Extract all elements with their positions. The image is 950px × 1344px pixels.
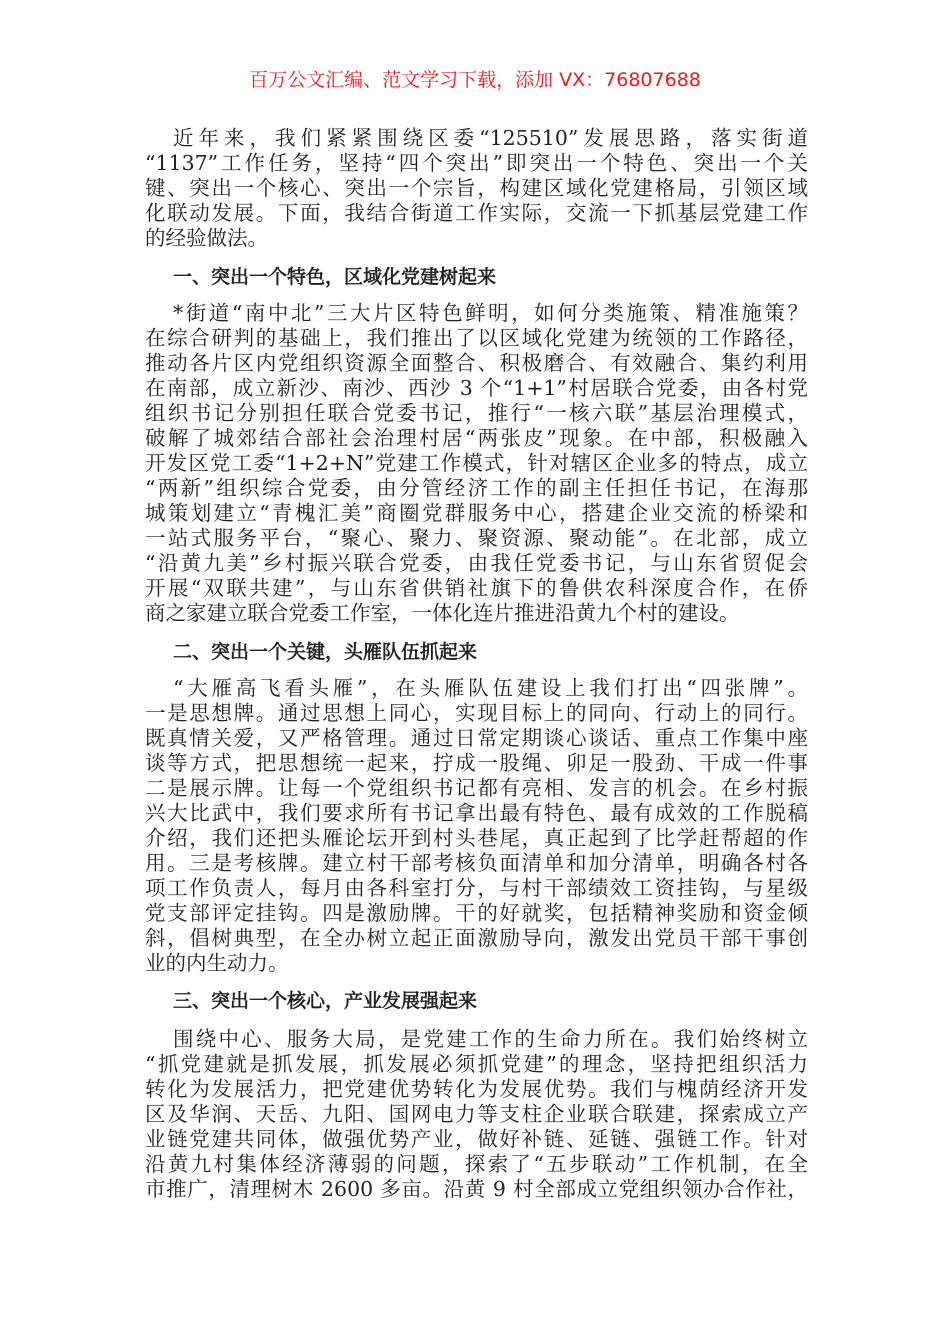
section-heading (145, 989, 808, 1014)
text-line: 二是展示牌。让每一个党组织书记都有亮相、发言的机会。在乡村振 (145, 775, 808, 800)
text-line: 破解了城郊结合部社会治理村居“两张皮”现象。在中部，积极融入 (145, 425, 808, 450)
text-line: 在综合研判的基础上，我们推出了以区域化党建为统领的工作路径， (145, 325, 808, 350)
text-line: 既真情关爱，又严格管理。通过日常定期谈心谈话、重点工作集中座 (145, 725, 808, 750)
text-line: 市推广，清理树木 2600 多亩。沿黄 9 村全部成立党组织领办合作社， (145, 1176, 808, 1201)
text-line: “沿黄九美”乡村振兴联合党委，由我任党委书记，与山东省贸促会 (145, 550, 808, 575)
text-line: 用。三是考核牌。建立村干部考核负面清单和加分清单，明确各村各 (145, 850, 808, 875)
text-line: 的经验做法。 (145, 225, 268, 250)
text-line: 一站式服务平台，“聚心、聚力、聚资源、聚动能”。在北部，成立 (145, 525, 808, 550)
text-line: 转化为发展活力，把党建优势转化为发展优势。我们与槐荫经济开发 (145, 1076, 808, 1101)
text-line: 业链党建共同体，做强优势产业，做好补链、延链、强链工作。针对 (145, 1126, 808, 1151)
text-line: 开发区党工委“1+2+N”党建工作模式，针对辖区企业多的特点，成立 (145, 450, 808, 475)
text-line: 三、突出一个核心，产业发展强起来 (173, 989, 478, 1012)
text-line: 沿黄九村集体经济薄弱的问题，探索了“五步联动”工作机制，在全 (145, 1151, 808, 1176)
paragraph (145, 676, 808, 976)
text-line: 介绍，我们还把头雁论坛开到村头巷尾，真正起到了比学赶帮超的作 (145, 825, 808, 850)
text-line: “大雁高飞看头雁”，在头雁队伍建设上我们打出“四张牌”。 (173, 675, 808, 700)
text-line: 键、突出一个核心、突出一个宗旨，构建区域化党建格局，引领区域 (145, 175, 808, 200)
text-line: 在南部，成立新沙、南沙、西沙 3 个“1+1”村居联合党委，由各村党 (145, 375, 808, 400)
text-line: “1137”工作任务，坚持“四个突出”即突出一个特色、突出一个关 (145, 150, 808, 175)
section-heading (145, 640, 808, 665)
text-line: 商之家建立联合党委工作室，一体化连片推进沿黄九个村的建设。 (145, 600, 740, 625)
text-line: 一是思想牌。通过思想上同心，实现目标上的同向、行动上的同行。 (145, 700, 808, 725)
text-line: 项工作负责人，每月由各科室打分，与村干部绩效工资挂钩，与星级 (145, 875, 808, 900)
text-line: 一、突出一个特色，区域化党建树起来 (173, 265, 497, 288)
header-banner: 百万公文汇编、范文学习下载，添加 VX：76807688 (249, 69, 701, 91)
text-line: 组织书记分别担任联合党委书记，推行“一核六联”基层治理模式， (145, 400, 808, 425)
text-line: 区及华润、天岳、九阳、国网电力等支柱企业联合联建，探索成立产 (145, 1101, 808, 1126)
text-line: 二、突出一个关键，头雁队伍抓起来 (173, 640, 478, 663)
paragraph (145, 126, 808, 251)
text-line: 围绕中心、服务大局，是党建工作的生命力所在。我们始终树立 (173, 1026, 808, 1051)
text-line: 近年来，我们紧紧围绕区委“125510”发展思路，落实街道 (173, 125, 808, 150)
section-heading (145, 265, 808, 290)
text-line: 业的内生动力。 (145, 950, 289, 975)
text-line: 化联动发展。下面，我结合街道工作实际，交流一下抓基层党建工作 (145, 200, 808, 225)
text-line: *街道“南中北”三大片区特色鲜明，如何分类施策、精准施策？ (173, 300, 808, 325)
text-line: 开展“双联共建”，与山东省供销社旗下的鲁供农科深度合作，在侨 (145, 575, 808, 600)
text-line: 兴大比武中，我们要求所有书记拿出最有特色、最有成效的工作脱稿 (145, 800, 808, 825)
paragraph (145, 1027, 808, 1202)
text-line: 推动各片区内党组织资源全面整合、积极磨合、有效融合、集约利用 (145, 350, 808, 375)
text-line: 斜，倡树典型，在全办树立起正面激励导向，激发出党员干部干事创 (145, 925, 808, 950)
text-line: “两新”组织综合党委，由分管经济工作的副主任担任书记，在海那 (145, 475, 808, 500)
paragraph (145, 301, 808, 626)
text-line: “抓党建就是抓发展，抓发展必须抓党建”的理念，坚持把组织活力 (145, 1051, 808, 1076)
text-line: 谈等方式，把思想统一起来，拧成一股绳、卯足一股劲、干成一件事 (145, 750, 808, 775)
text-line: 党支部评定挂钩。四是激励牌。干的好就奖，包括精神奖励和资金倾 (145, 900, 808, 925)
text-line: 城策划建立“青槐汇美”商圈党群服务中心，搭建企业交流的桥梁和 (145, 500, 808, 525)
